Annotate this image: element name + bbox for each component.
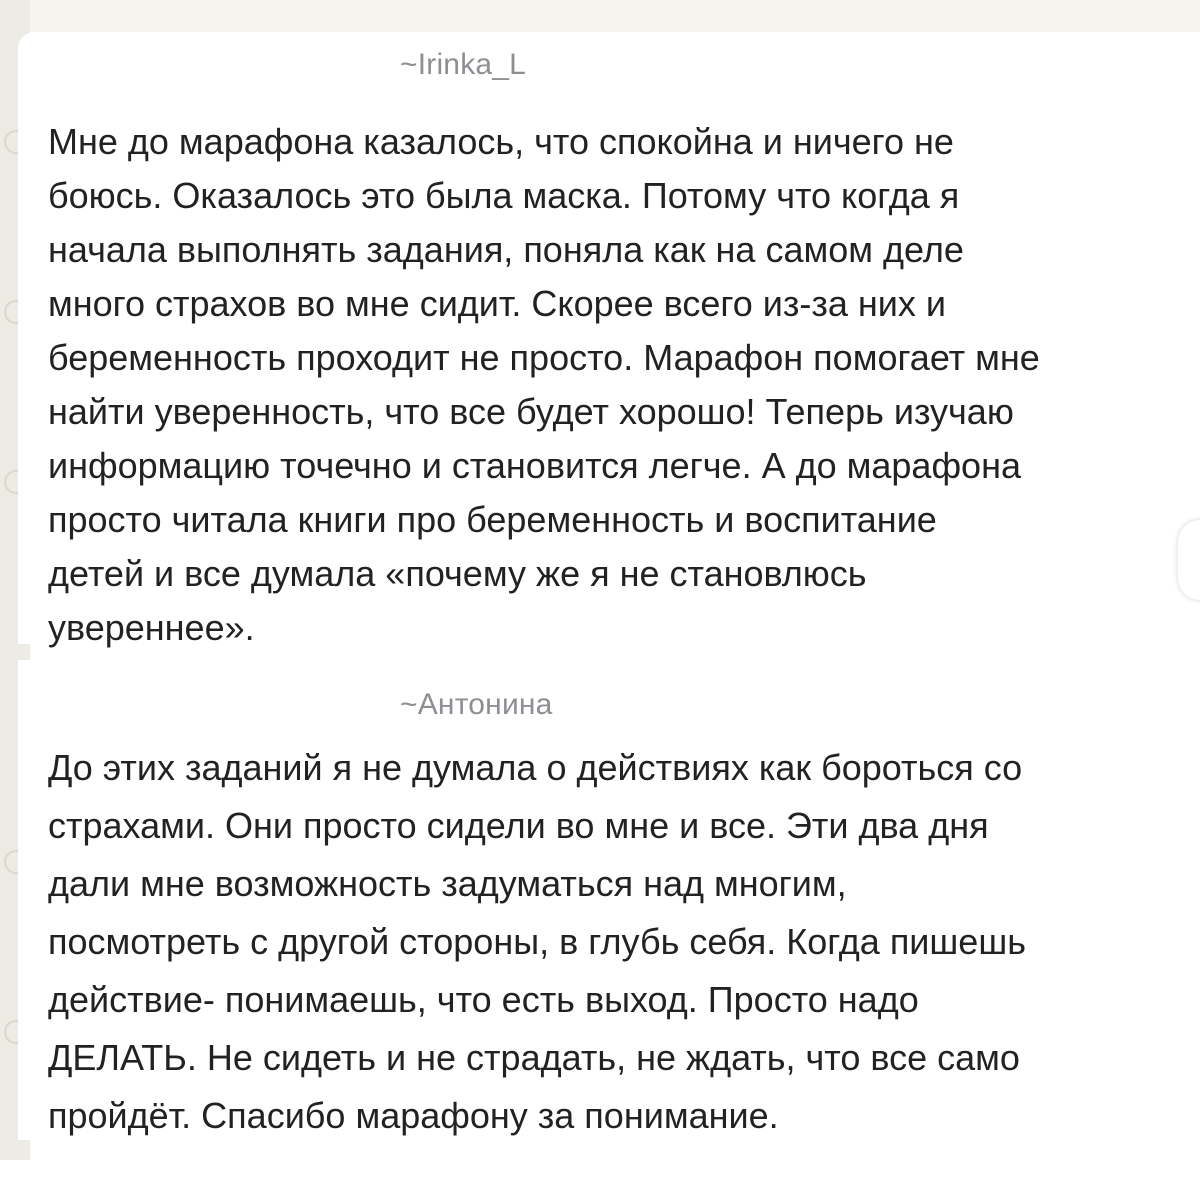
message-text-line: дали мне возможность задуматься над многим, [48, 863, 847, 904]
message-text-line: страхами. Они просто сидели во мне и все. Эти два дня [48, 805, 989, 846]
message-text-line: посмотреть с другой стороны, в глубь себя. Когда пишешь [48, 921, 1026, 962]
message-text-line: найти уверенность, что все будет хорошо! Теперь изучаю [48, 391, 1014, 432]
message-text-line: просто читала книги про беременность и воспитание [48, 499, 937, 540]
message-text-line: До этих заданий я не думала о действиях как бороться со [48, 747, 1023, 788]
message-text-line: Мне до марафона казалось, что спокойна и ничего не [48, 121, 954, 162]
message-text-line: боюсь. Оказалось это была маска. Потому что когда я [48, 175, 960, 216]
scroll-to-bottom-button[interactable] [1178, 520, 1200, 600]
chat-top-edge [0, 0, 1200, 32]
message-text-line: начала выполнять задания, поняла как на самом деле [48, 229, 964, 270]
message-text-line: информацию точечно и становится легче. А до марафона [48, 445, 1021, 486]
message-text-line: много страхов во мне сидит. Скорее всего из-за них и [48, 283, 946, 324]
message-bubble[interactable] [18, 660, 1200, 1140]
message-text-line: действие- понимаешь, что есть выход. Просто надо [48, 979, 919, 1020]
message-author[interactable]: ~Антонина [400, 688, 553, 721]
message-author[interactable]: ~Irinka_L [400, 48, 527, 81]
message-text-line: ДЕЛАТЬ. Не сидеть и не страдать, не ждать, что все само [48, 1037, 1020, 1078]
message-text-line: беременность проходит не просто. Марафон помогает мне [48, 337, 1040, 378]
message-text-line: детей и все думала «почему же я не становлюсь [48, 553, 867, 594]
message-text-line: пройдёт. Спасибо марафону за понимание. [48, 1095, 779, 1136]
message-bubble[interactable] [18, 32, 1200, 648]
message-text-line: увереннее». [48, 607, 255, 648]
